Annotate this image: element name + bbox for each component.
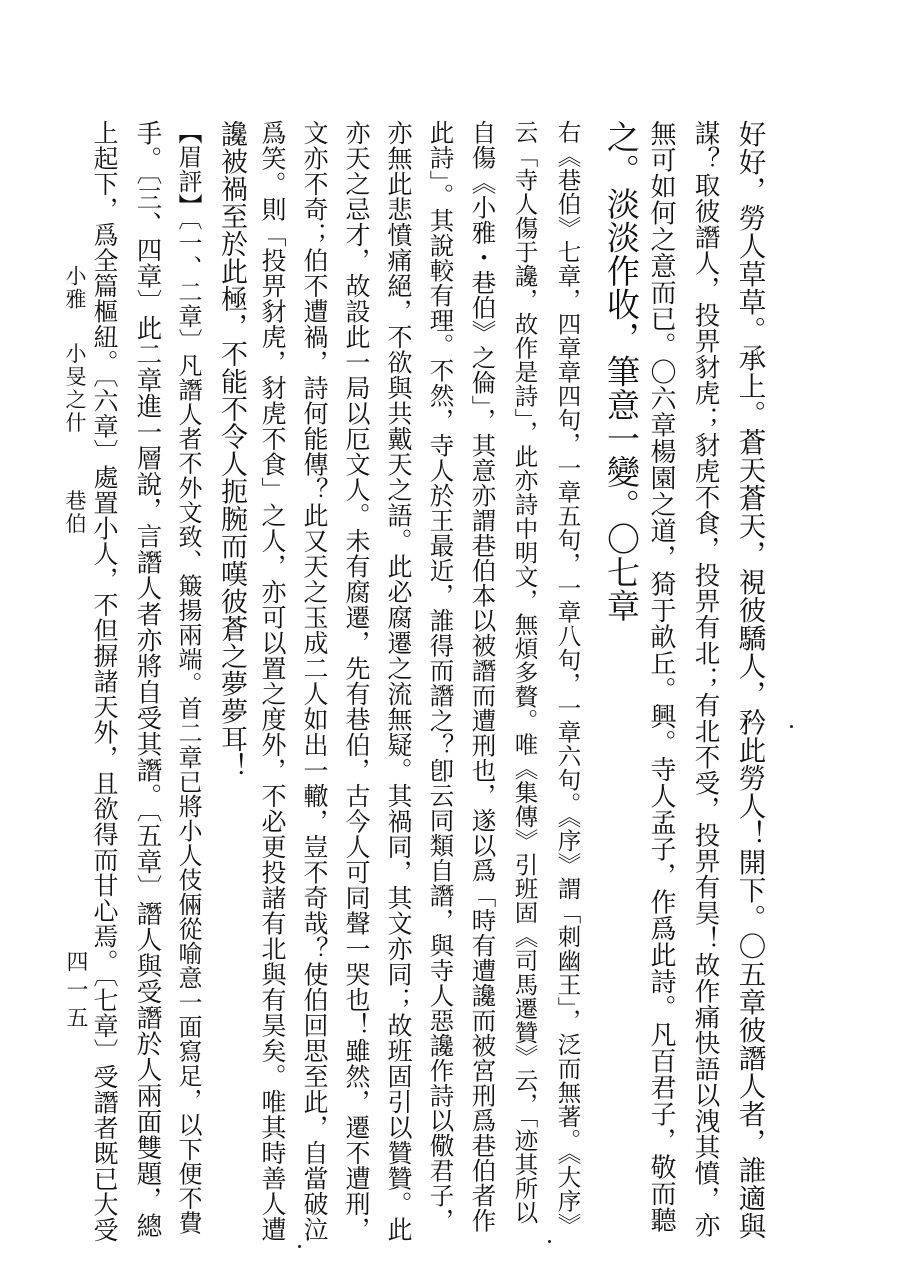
text-column: 文亦不奇；伯不遭禍，詩何能傳？此又天之玉成二人如出一轍，豈不奇哉？使伯回思至此，自當破泣: [300, 120, 329, 1242]
text-column: 云「寺人傷于讒，故作是詩」，此亦詩中明文，無煩多贅。唯《集傳》引班固《司馬遷贊》云，「迹其所以: [510, 120, 539, 1225]
text-column: 手。〔三、四章〕此二章進一層說，言譖人者亦將自受其譖。〔五章〕譖人與受譖於人兩面雙題，總: [132, 120, 163, 1239]
header-series: 小雅: [63, 265, 87, 311]
text-column: 此詩」。其說較有理。不然，寺人於王最近，誰得而譖之？卽云同類自譖，與寺人惡讒作詩以儆君子，: [426, 120, 456, 1233]
running-header: [60, 265, 90, 535]
text-column: 之。淡淡作收，筆意一變。〇七章: [602, 120, 641, 623]
text-column: 好好，勞人草草。承上。蒼天蒼天，視彼驕人，矜此勞人！開下。〇五章彼譖人者，誰適與: [733, 120, 766, 1240]
text-column: 自傷《小雅・巷伯》之倫」，其意亦謂巷伯本以被譖而遭刑也，遂以爲「時有遭讒而被宮刑爲巷伯者作: [468, 120, 498, 1233]
text-column: 爲笑。則「投畀豺虎，豺虎不食」之人，亦可以置之度外，不必更投諸有北與有昊矣。唯其時善人遭: [258, 120, 287, 1242]
header-section: 小旻之什: [63, 342, 87, 435]
stray-mark: [298, 1245, 301, 1248]
text-column: 【眉評】〔一、二章〕凡譖人者不外文致、簸揚兩端。首二章已將小人伎倆從喻意一面寫足，以下便不費: [174, 120, 202, 1235]
text-column: 謀？取彼譖人，投畀豺虎；豺虎不食，投畀有北；有北不受，投畀有昊！故作痛快語以洩其憤，亦: [690, 120, 721, 1238]
text-column: 亦無此悲憤痛絕，不欲與共戴天之語。此必腐遷之流無疑。其禍同，其文亦同；故班固引以贊贊。此: [384, 120, 413, 1242]
text-column: 無可如何之意而已。〇六章楊園之道，猗于畝丘。興。寺人孟子，作爲此詩。凡百君子，敬而聽: [646, 120, 676, 1233]
text-column: 亦天之忌才，故設此一局以厄文人。未有腐遷，先有巷伯，古今人可同聲一哭也！雖然，遷不遭刑，: [342, 120, 371, 1242]
header-title: 巷伯: [63, 489, 87, 536]
text-column: 右《巷伯》七章，四章章四句，一章五句，一章八句，一章六句。《序》謂「刺幽王」，泛而無著。《大序》: [553, 120, 582, 1237]
page-number: 四一五: [63, 950, 88, 1034]
stray-mark: [548, 1240, 551, 1243]
text-column: 讒被禍至於此極，不能不令人扼腕而嘆彼蒼之夢夢耳！: [216, 120, 247, 780]
text-column: 上起下，爲全篇樞紐。〔六章〕處置小人，不但摒諸天外，且欲得而甘心焉。〔七章〕受譖者既已大受: [90, 120, 119, 1243]
stray-mark: [790, 725, 793, 728]
